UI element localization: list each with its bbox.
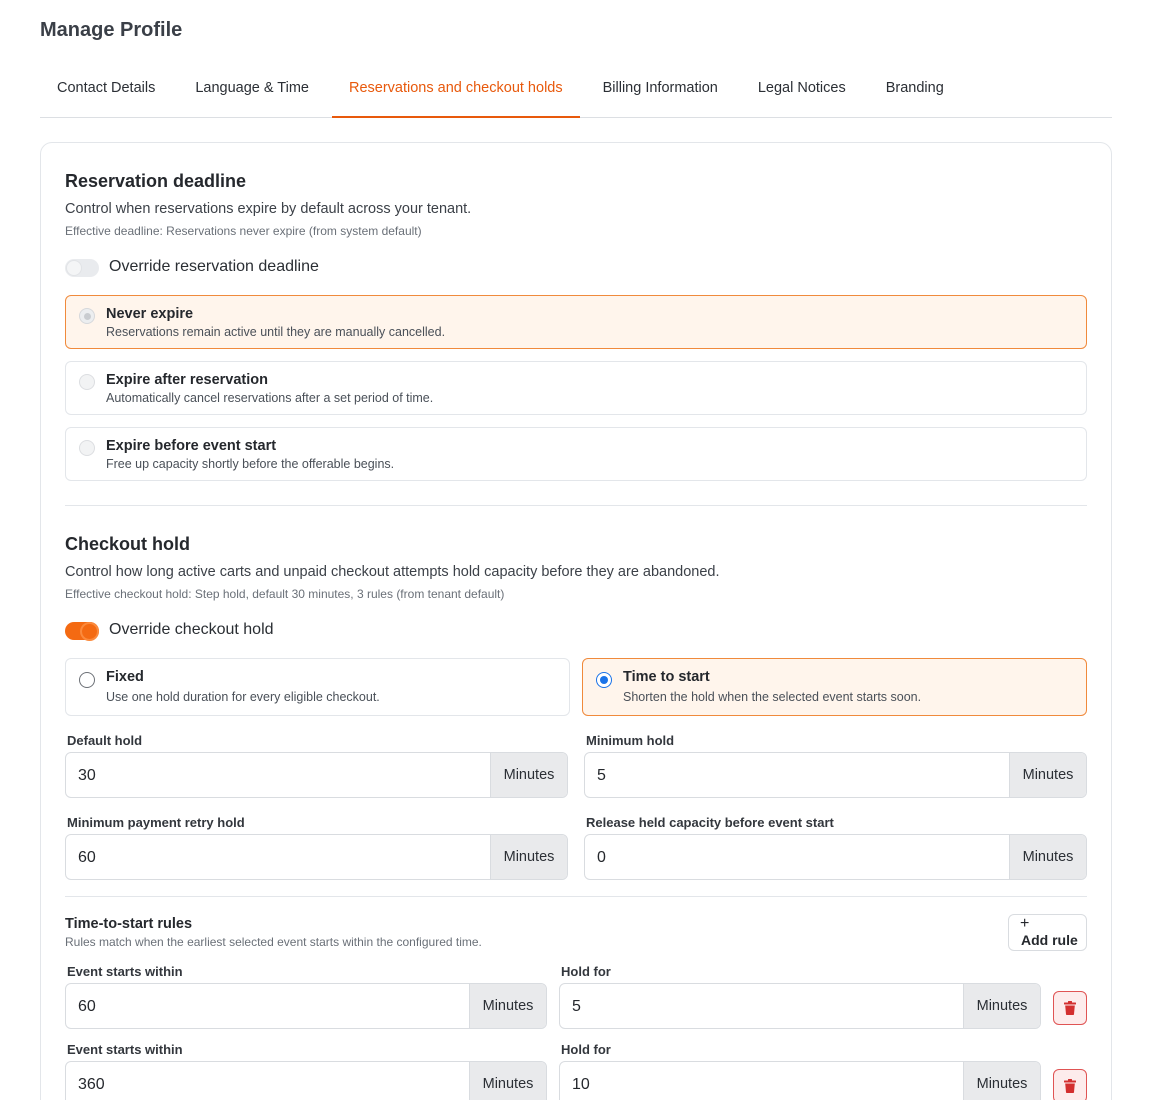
- radio-time-to-start[interactable]: [596, 672, 612, 688]
- unit-addon: Minutes: [490, 753, 567, 797]
- tab-reservations-checkout-holds[interactable]: Reservations and checkout holds: [332, 62, 580, 118]
- plus-icon: +: [1020, 915, 1030, 932]
- reservation-deadline-heading: Reservation deadline: [65, 171, 247, 191]
- option-title: Expire after reservation: [106, 372, 268, 388]
- override-reservation-label: Override reservation deadline: [109, 258, 319, 275]
- radio-expire-after-reservation[interactable]: [79, 374, 95, 390]
- add-rule-button[interactable]: [1008, 914, 1087, 951]
- option-never-expire[interactable]: [65, 295, 1087, 349]
- trash-icon: [1064, 1079, 1076, 1093]
- event-starts-within-label: Event starts within: [67, 964, 183, 979]
- trash-icon: [1064, 1001, 1076, 1015]
- section-divider: [65, 505, 1087, 506]
- hold-for-label: Hold for: [561, 1042, 611, 1057]
- hold-for-label: Hold for: [561, 964, 611, 979]
- settings-card: [40, 142, 1112, 1100]
- unit-addon: Minutes: [963, 984, 1040, 1028]
- minimum-hold-input[interactable]: 5: [597, 767, 606, 784]
- radio-fixed[interactable]: [79, 672, 95, 688]
- rule-within-field[interactable]: [65, 983, 547, 1029]
- checkout-effective-hold: Effective checkout hold: Step hold, default 30 minutes, 3 rules (from tenant default): [65, 587, 505, 601]
- rule-within-input[interactable]: 60: [78, 998, 96, 1015]
- default-hold-label: Default hold: [67, 733, 143, 748]
- tab-language-time[interactable]: Language & Time: [195, 80, 309, 96]
- mode-description: Use one hold duration for every eligible checkout.: [106, 690, 380, 704]
- unit-addon: Minutes: [1009, 753, 1086, 797]
- rule-hold-field[interactable]: [559, 983, 1041, 1029]
- default-hold-input[interactable]: 30: [78, 767, 96, 784]
- option-description: Free up capacity shortly before the offerable begins.: [106, 457, 395, 471]
- rule-hold-input[interactable]: 10: [572, 1076, 590, 1093]
- delete-rule-button[interactable]: [1053, 991, 1087, 1025]
- option-expire-after-reservation[interactable]: [65, 361, 1087, 415]
- unit-addon: Minutes: [963, 1062, 1040, 1100]
- unit-addon: Minutes: [469, 984, 546, 1028]
- override-reservation-toggle[interactable]: [65, 259, 99, 277]
- rules-description: Rules match when the earliest selected event starts within the configured time.: [65, 935, 482, 949]
- min-retry-hold-input[interactable]: 60: [78, 849, 96, 866]
- release-capacity-label: Release held capacity before event start: [586, 815, 834, 830]
- tab-contact-details[interactable]: Contact Details: [57, 80, 156, 96]
- page-title: Manage Profile: [40, 19, 183, 41]
- mode-time-to-start[interactable]: [582, 658, 1087, 716]
- mode-title: Fixed: [106, 669, 144, 685]
- tab-legal-notices[interactable]: Legal Notices: [757, 80, 846, 96]
- mode-description: Shorten the hold when the selected event starts soon.: [623, 690, 922, 704]
- tab-billing-information[interactable]: Billing Information: [602, 80, 718, 96]
- checkout-hold-heading: Checkout hold: [65, 534, 190, 554]
- rules-heading: Time-to-start rules: [65, 916, 193, 932]
- option-title: Never expire: [106, 306, 194, 322]
- reservation-effective-deadline: Effective deadline: Reservations never expire (from system default): [65, 224, 422, 238]
- reservation-deadline-description: Control when reservations expire by default across your tenant.: [65, 201, 472, 217]
- release-capacity-field[interactable]: [584, 834, 1087, 880]
- option-description: Automatically cancel reservations after a set period of time.: [106, 391, 434, 405]
- checkout-hold-description: Control how long active carts and unpaid checkout attempts hold capacity before they are abandoned.: [65, 564, 720, 580]
- default-hold-field[interactable]: [65, 752, 568, 798]
- mode-fixed[interactable]: [65, 658, 570, 716]
- rule-hold-field[interactable]: [559, 1061, 1041, 1100]
- min-retry-hold-label: Minimum payment retry hold: [67, 815, 245, 830]
- option-title: Expire before event start: [106, 438, 277, 454]
- unit-addon: Minutes: [469, 1062, 546, 1100]
- override-checkout-toggle[interactable]: [65, 622, 99, 640]
- toggle-knob: [80, 622, 99, 641]
- release-capacity-input[interactable]: 0: [597, 849, 606, 866]
- profile-tabs: [40, 62, 1112, 118]
- rule-within-input[interactable]: 360: [78, 1076, 105, 1093]
- rules-divider: [65, 896, 1087, 897]
- minimum-hold-label: Minimum hold: [586, 733, 675, 748]
- minimum-hold-field[interactable]: [584, 752, 1087, 798]
- rule-hold-input[interactable]: 5: [572, 998, 581, 1015]
- unit-addon: Minutes: [1009, 835, 1086, 879]
- mode-title: Time to start: [623, 669, 710, 685]
- event-starts-within-label: Event starts within: [67, 1042, 183, 1057]
- delete-rule-button[interactable]: [1053, 1069, 1087, 1100]
- add-rule-label: Add rule: [1021, 932, 1078, 948]
- tab-branding[interactable]: Branding: [885, 80, 944, 96]
- min-retry-hold-field[interactable]: [65, 834, 568, 880]
- override-checkout-label: Override checkout hold: [109, 621, 274, 638]
- radio-never-expire[interactable]: [79, 308, 95, 324]
- option-description: Reservations remain active until they are manually cancelled.: [106, 325, 446, 339]
- unit-addon: Minutes: [490, 835, 567, 879]
- radio-expire-before-event-start[interactable]: [79, 440, 95, 456]
- toggle-knob: [66, 260, 82, 276]
- option-expire-before-event-start[interactable]: [65, 427, 1087, 481]
- rule-within-field[interactable]: [65, 1061, 547, 1100]
